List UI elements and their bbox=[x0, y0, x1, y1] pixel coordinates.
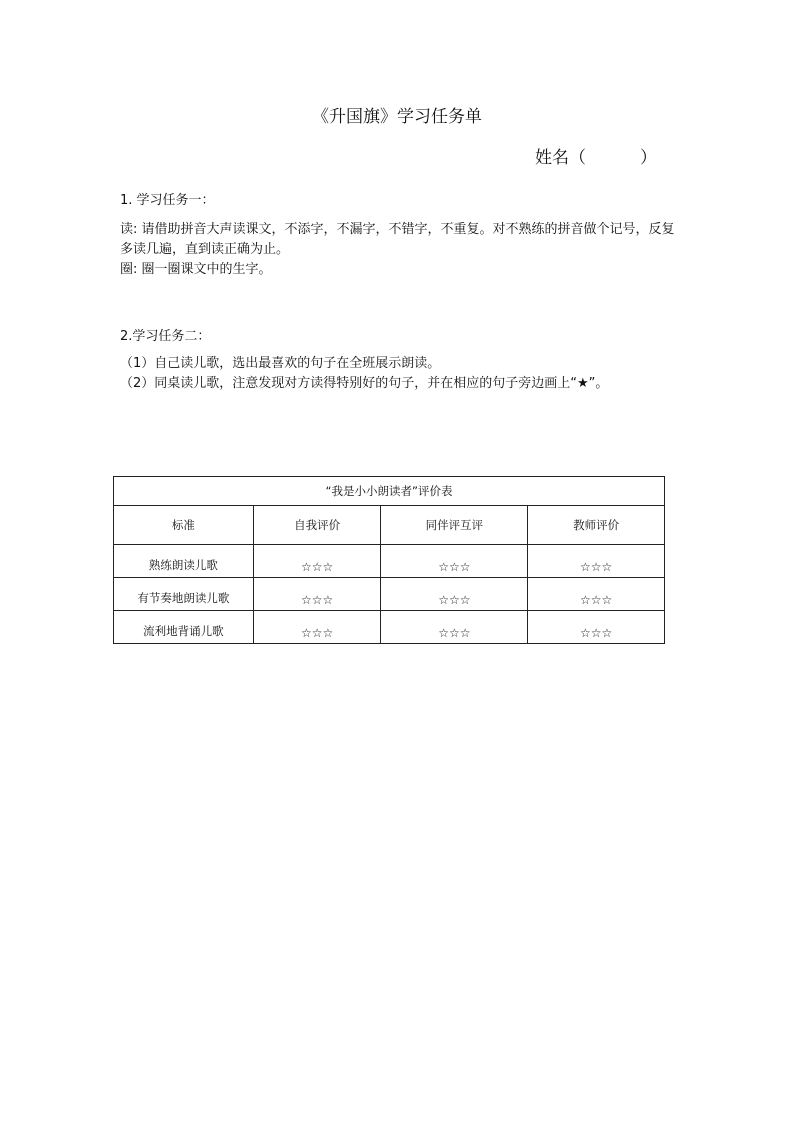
teacher-rating-stars: ☆☆☆ bbox=[528, 578, 665, 611]
header-criterion: 标准 bbox=[114, 506, 254, 545]
self-rating-stars: ☆☆☆ bbox=[253, 545, 381, 578]
peer-rating-stars: ☆☆☆ bbox=[381, 545, 528, 578]
page-title: 《升国旗》学习任务单 bbox=[312, 107, 482, 127]
evaluation-table bbox=[113, 476, 665, 644]
row-criterion: 有节奏地朗读儿歌 bbox=[114, 578, 254, 611]
header-peer-evaluation: 同伴评互评 bbox=[381, 506, 528, 545]
student-name-field: 姓名（ ） bbox=[535, 148, 658, 168]
table-caption: “我是小小朗读者”评价表 bbox=[114, 477, 665, 506]
peer-rating-stars: ☆☆☆ bbox=[381, 578, 528, 611]
teacher-rating-stars: ☆☆☆ bbox=[528, 545, 665, 578]
self-rating-stars: ☆☆☆ bbox=[253, 611, 381, 644]
task1-heading: 1. 学习任务一： bbox=[120, 193, 215, 208]
peer-rating-stars: ☆☆☆ bbox=[381, 611, 528, 644]
task1-read-instruction: 读: 请借助拼音大声读课文，不添字，不漏字，不错字，不重复。对不熟练的拼音做个记号，反复多读几遍，直到读正确为止。 bbox=[120, 222, 675, 257]
task2-body bbox=[120, 354, 680, 394]
row-criterion: 流利地背诵儿歌 bbox=[114, 611, 254, 644]
task2-item-2: （2）同桌读儿歌，注意发现对方读得特别好的句子，并在相应的句子旁边画上“★”。 bbox=[120, 376, 609, 391]
table-row bbox=[114, 578, 665, 611]
table-row bbox=[114, 611, 665, 644]
table-caption-row bbox=[114, 477, 665, 506]
task1-body bbox=[120, 220, 680, 280]
self-rating-stars: ☆☆☆ bbox=[253, 578, 381, 611]
header-teacher-evaluation: 教师评价 bbox=[528, 506, 665, 545]
row-criterion: 熟练朗读儿歌 bbox=[114, 545, 254, 578]
table-header-row bbox=[114, 506, 665, 545]
table-row bbox=[114, 545, 665, 578]
task2-heading: 2.学习任务二： bbox=[120, 329, 211, 344]
task2-item-1: （1）自己读儿歌，选出最喜欢的句子在全班展示朗读。 bbox=[120, 356, 441, 371]
teacher-rating-stars: ☆☆☆ bbox=[528, 611, 665, 644]
task1-circle-instruction: 圈: 圈一圈课文中的生字。 bbox=[120, 262, 272, 277]
header-self-evaluation: 自我评价 bbox=[253, 506, 381, 545]
